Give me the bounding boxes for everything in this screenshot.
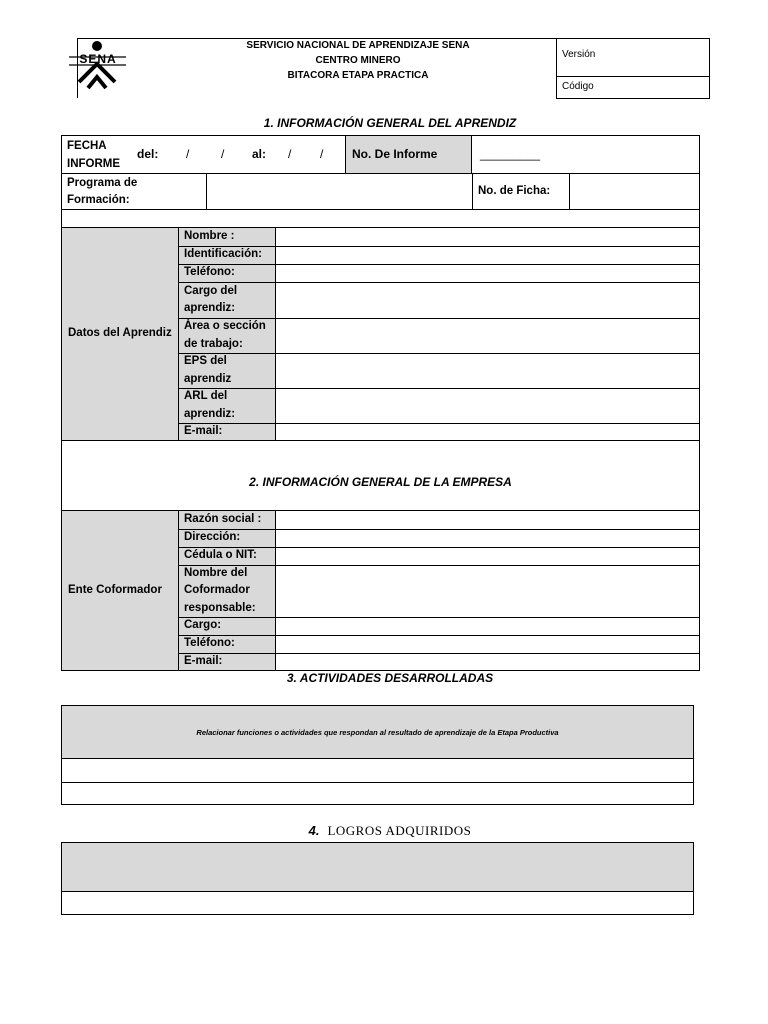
section-4-title — [60, 823, 720, 839]
actividades-row-2[interactable] — [62, 783, 693, 804]
actividades-instruction: Relacionar funciones o actividades que respondan al resultado de aprendizaje de la Etapa Productiva — [196, 727, 559, 737]
empresa-field-labels — [178, 511, 276, 670]
section-1-title: 1. INFORMACIÓN GENERAL DEL APRENDIZ — [263, 116, 517, 130]
logros-header-cell — [62, 843, 693, 891]
section-4-title-text: LOGROS ADQUIRIDOS — [327, 823, 472, 838]
sena-logo — [66, 40, 130, 90]
date-from-slash-1: / — [186, 147, 190, 161]
input-direccion[interactable] — [277, 530, 699, 547]
input-email-empresa[interactable] — [277, 654, 699, 670]
section-3-title: 3. ACTIVIDADES DESARROLLADAS — [286, 671, 494, 685]
section-1-table — [61, 135, 700, 441]
input-telefono[interactable] — [277, 265, 699, 282]
section-4-table — [61, 842, 694, 915]
ficha-input[interactable] — [570, 174, 699, 209]
ente-coformador-label: Ente Coformador — [62, 511, 178, 670]
field-cargo: Cargo del aprendiz: — [184, 284, 238, 314]
input-cargo-empresa[interactable] — [277, 618, 699, 635]
programa-input[interactable] — [207, 174, 472, 209]
aprendiz-field-labels — [178, 228, 276, 440]
field-area: Área o sección de trabajo: — [184, 320, 266, 350]
section-2-table — [61, 440, 700, 671]
field-telefono: Teléfono: — [184, 266, 235, 279]
date-to-slash-1: / — [288, 147, 292, 161]
input-arl[interactable] — [277, 389, 699, 423]
date-to-slash-2: / — [320, 147, 324, 161]
section-3-table — [61, 705, 694, 805]
section-2-title: 2. INFORMACIÓN GENERAL DE LA EMPRESA — [249, 475, 512, 489]
version-label: Versión — [562, 49, 596, 60]
field-nombre: Nombre : — [184, 230, 235, 243]
input-cedula-nit[interactable] — [277, 548, 699, 565]
input-nombre[interactable] — [277, 228, 699, 246]
header-line-3: BITACORA ETAPA PRACTICA — [287, 70, 429, 81]
field-identificacion: Identificación: — [184, 248, 262, 261]
fecha-informe-label: FECHA INFORME — [67, 139, 121, 170]
del-label: del: — [137, 147, 159, 161]
field-cedula-nit: Cédula o NIT: — [184, 549, 257, 562]
al-label: al: — [252, 147, 267, 161]
sena-logo-text: SENA — [79, 52, 117, 66]
codigo-label: Código — [562, 81, 594, 92]
input-email[interactable] — [277, 424, 699, 440]
field-email: E-mail: — [184, 424, 223, 437]
datos-aprendiz-label: Datos del Aprendiz — [62, 228, 178, 440]
input-nombre-coformador[interactable] — [277, 566, 699, 617]
field-direccion: Dirección: — [184, 531, 241, 544]
actividades-instruction-cell — [62, 706, 693, 758]
field-email-empresa: E-mail: — [184, 654, 223, 667]
field-eps: EPS del aprendiz — [184, 355, 232, 385]
section-4-number: 4. — [308, 823, 320, 838]
input-eps[interactable] — [277, 354, 699, 388]
field-arl: ARL del aprendiz: — [184, 390, 236, 420]
actividades-row-1[interactable] — [62, 759, 693, 782]
input-cargo[interactable] — [277, 283, 699, 318]
ficha-label: No. de Ficha: — [478, 184, 551, 197]
version-box — [556, 38, 710, 99]
programa-label: Programa de Formación: — [67, 176, 138, 206]
no-informe-label: No. De Informe — [352, 147, 438, 161]
header-line-2: CENTRO MINERO — [315, 55, 401, 66]
header-line-1: SERVICIO NACIONAL DE APRENDIZAJE SENA — [246, 40, 470, 51]
input-area[interactable] — [277, 319, 699, 353]
field-nombre-coformador: Nombre del Coformador responsable: — [184, 566, 256, 614]
input-telefono-empresa[interactable] — [277, 636, 699, 653]
field-cargo-empresa: Cargo: — [184, 619, 222, 632]
no-informe-value[interactable]: _________ — [480, 147, 541, 161]
input-razon-social[interactable] — [277, 511, 699, 529]
header-titles — [160, 38, 556, 83]
date-from-slash-2: / — [221, 147, 225, 161]
field-telefono-empresa: Teléfono: — [184, 637, 235, 650]
field-razon-social: Razón social : — [184, 513, 262, 526]
input-identificacion[interactable] — [277, 247, 699, 264]
logros-row-1[interactable] — [62, 892, 693, 914]
